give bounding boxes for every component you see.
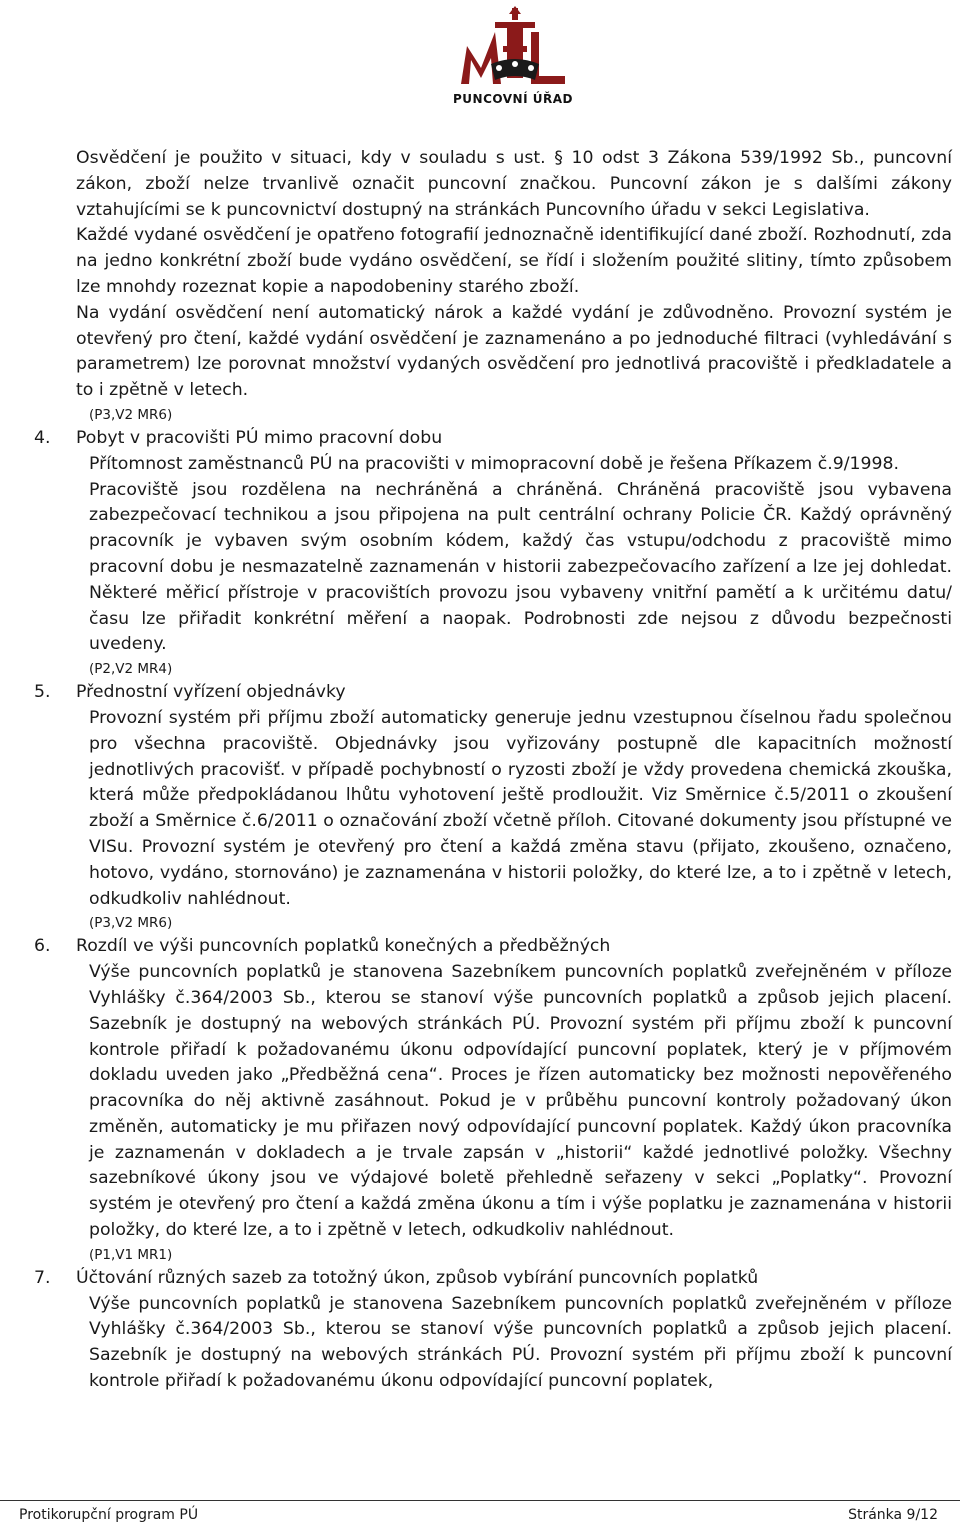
item-number: 6. bbox=[34, 936, 51, 957]
item-number: 4. bbox=[34, 427, 51, 448]
footer-divider bbox=[0, 1500, 960, 1501]
item-title: Rozdíl ve výši puncovních poplatků konečných a předběžných bbox=[76, 936, 611, 957]
list-item-4 bbox=[34, 426, 952, 680]
list-item-5 bbox=[34, 680, 952, 934]
reference-code: (P3,V2 MR6) bbox=[89, 915, 173, 932]
list-item-7 bbox=[34, 1266, 952, 1395]
list-item-6 bbox=[34, 934, 952, 1266]
item-title: Účtování různých sazeb za totožný úkon, způsob vybírání puncovních poplatků bbox=[76, 1267, 759, 1288]
reference-code: (P1,V1 MR1) bbox=[89, 1246, 173, 1263]
document-body bbox=[34, 146, 952, 1395]
reference-code: (P3,V2 MR6) bbox=[89, 406, 173, 423]
item-number: 5. bbox=[34, 682, 51, 703]
intro-paragraph-1: Osvědčení je použito v situaci, kdy v souladu s ust. § 10 odst 3 Zákona 539/1992 Sb., puncovní zákon, zboží nelze trvanlivě označit puncovní značkou. Puncovní zákon je s dalšími zákony vztahujícími se k puncovnictví dostupný na stránkách Puncovního úřadu v sekci Legislativa. bbox=[76, 148, 952, 220]
item-paragraph: Provozní systém při příjmu zboží automaticky generuje jednu vzestupnou číselnou řadu společnou pro všechna pracoviště. Objednávky jsou vyřizovány postupně dle kapacitních možností jednotlivých pracovišť. v případě pochybností o ryzosti zboží je vždy provedena chemická zkouška, která může předpokládanou lhůtu vyhotovení ještě prodloužit. Viz Směrnice č.5/2011 o zkoušení zboží a Směrnice č.6/2011 o označování zboží včetně příloh. Citované dokumenty jsou přístupné ve VISu. Provozní systém je otevřený pro čtení a každá změna stavu (přijato, zkoušeno, označeno, hotovo, vydáno, stornováno) je zaznamenána v historii položky, do které lze, a to i zpětně v letech, odkudkoliv nahlédnout. bbox=[89, 707, 952, 909]
reference-code: (P2,V2 MR4) bbox=[89, 661, 173, 678]
footer-title: Protikorupční program PÚ bbox=[19, 1507, 199, 1523]
intro-paragraph-3: Na vydání osvědčení není automatický nárok a každé vydání je zdůvodněno. Provozní systém je otevřený pro čtení, každé vydání osvědčení je zaznamenáno a po jednoduché filtraci (vyhledávání s parametrem) lze porovnat množství vydaných osvědčení pro jednotlivá pracoviště i předkladatele a to i zpětně v letech. bbox=[76, 302, 952, 401]
item-paragraph: Výše puncovních poplatků je stanovena Sazebníkem puncovních poplatků zveřejněném v příloze Vyhlášky č.364/2003 Sb., kterou se stanoví výše puncovních poplatků a způsob jejich placení. Sazebník je dostupný na webových stránkách PÚ. Provozní systém při příjmu zboží k puncovní kontrole přiřadí k požadovanému úkonu odpovídající puncovní poplatek, bbox=[89, 1293, 952, 1392]
item-title: Přednostní vyřízení objednávky bbox=[76, 682, 346, 703]
item-paragraph: Přítomnost zaměstnanců PÚ na pracovišti v mimopracovní době je řešena Příkazem č.9/1998. bbox=[89, 453, 899, 474]
item-paragraph: Výše puncovních poplatků je stanovena Sazebníkem puncovních poplatků zveřejněném v příloze Vyhlášky č.364/2003 Sb., kterou se stanoví výše puncovních poplatků a způsob jejich placení. Sazebník je dostupný na webových stránkách PÚ. Provozní systém při příjmu zboží k puncovní kontrole přiřadí k požadovanému úkonu odpovídající puncovní poplatek, který je v příjmovém dokladu uveden jako „Předběžná cena“. Proces je řízen automaticky bez možnosti nepověřeného pracovníka do něj aktivně zasáhnout. Pokud je v průběhu puncovní kontroly požadovaný úkon změněn, automaticky je mu přiřazen nový odpovídající puncovní poplatek. Každý úkon pracovníka je zaznamenán v dokladech a je trvale zapsán v „historii“ každé jednotlivé položky. Všechny sazebníkové úkony jsou ve výdajové boletě přehledně seřazeny v sekci „Poplatky“. Provozní systém je otevřený pro čtení a každá změna úkonu a tím i výše poplatku je zaznamenána v historii položky, do které lze, a to i zpětně v letech, odkudkoliv nahlédnout. bbox=[89, 962, 952, 1241]
intro-paragraph-2: Každé vydané osvědčení je opatřeno fotografií jednoznačně identifikující dané zboží. Rozhodnutí, zda na jedno konkrétní zboží bude vydáno osvědčení, se řídí i složením použité slitiny, tímto způsobem lze mnohdy rozeznat kopie a napodobeniny starého zboží. bbox=[76, 225, 952, 297]
item-paragraph: Pracoviště jsou rozdělena na nechráněná a chráněná. Chráněná pracoviště jsou vybavena zabezpečovací technikou a jsou připojena na pult centrální ochrany Policie ČR. Každý oprávněný pracovník je vybaven svým osobním kódem, každý čas vstupu/odchodu z pracoviště mimo pracovní dobu je nesmazatelně zaznamenán v historii zabezpečovacího zařízení a lze jej dohledat. Některé měřicí přístroje v pracovištích provozu jsou vybaveny vnitřní pamětí a k určitému datu/ času lze přiřadit konkrétní měření a naopak. Podrobnosti zde nejsou z důvodu bezpečnosti uvedeny. bbox=[89, 479, 952, 655]
logo-caption: PUNCOVNÍ ÚŘAD bbox=[453, 92, 573, 106]
item-title: Pobyt v pracovišti PÚ mimo pracovní dobu bbox=[76, 427, 443, 448]
item-number: 7. bbox=[34, 1267, 51, 1288]
page-number: Stránka 9/12 bbox=[848, 1507, 938, 1523]
